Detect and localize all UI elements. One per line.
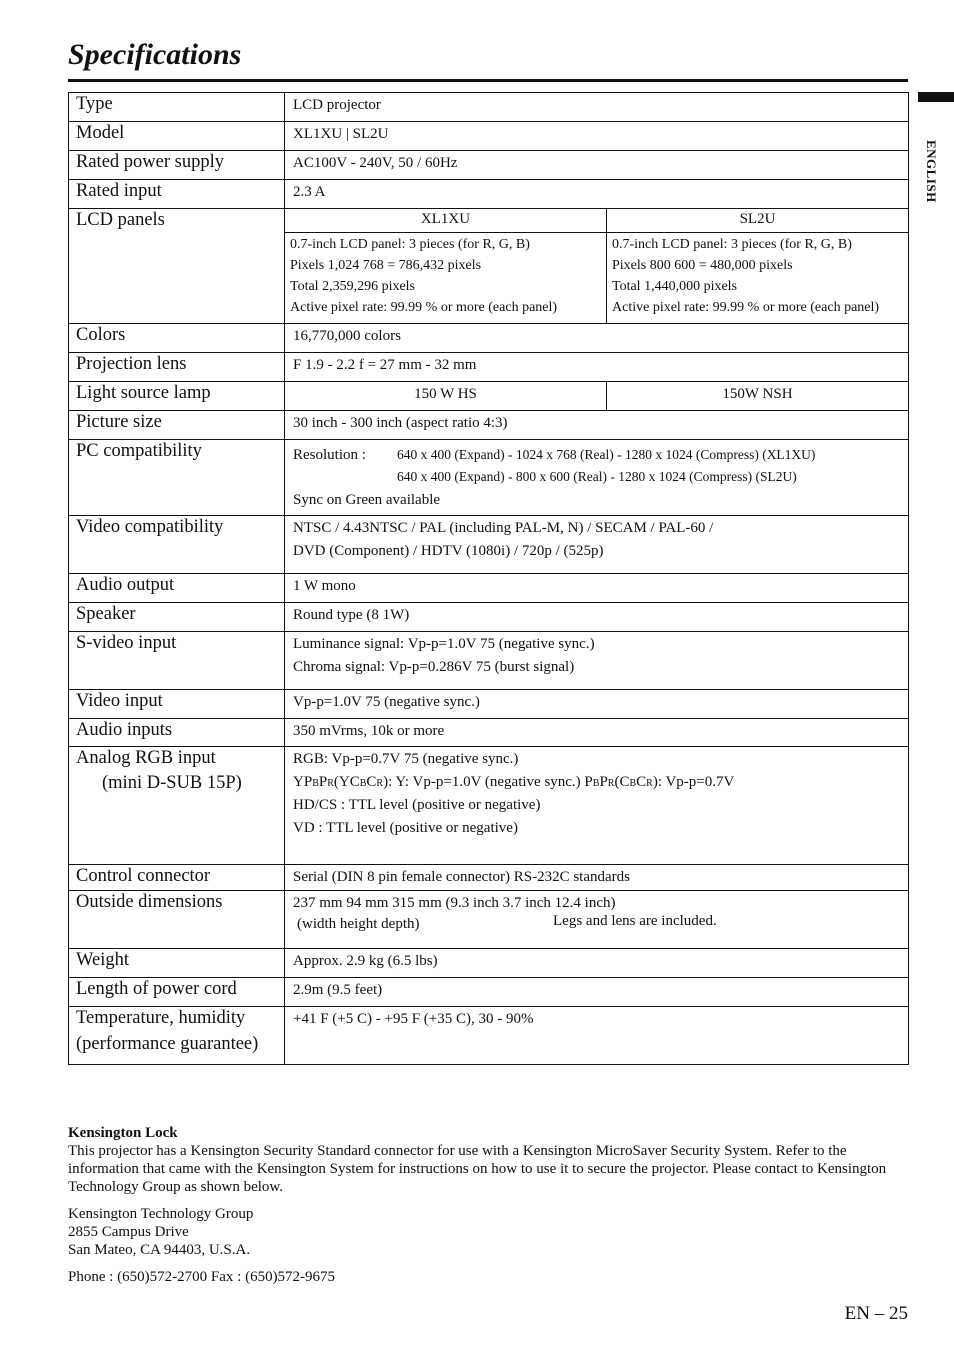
spec-label: Type <box>69 93 285 122</box>
page-title: Specifications <box>68 38 242 71</box>
lcd-line: Active pixel rate: 99.99 % or more (each panel) <box>612 300 880 315</box>
spec-row-lamp <box>69 382 909 411</box>
dims-line: 237 mm 94 mm 315 mm (9.3 inch 3.7 inch 12.4 inch) <box>293 895 616 911</box>
spec-value <box>285 440 909 516</box>
spec-row-temp <box>69 1007 909 1065</box>
resolution-xl1xu: 640 x 400 (Expand) - 1024 x 768 (Real) - 1280 x 1024 (Compress) (XL1XU) <box>397 447 816 462</box>
spec-value: Approx. 2.9 kg (6.5 lbs) <box>285 949 909 978</box>
spec-row-type <box>69 93 909 122</box>
temp-label: Temperature, humidity <box>76 1008 246 1028</box>
rgb-line: RGB: Vp-p=0.7V 75 (negative sync.) <box>293 751 519 767</box>
spec-row-model <box>69 122 909 151</box>
spec-value: XL1XU | SL2U <box>285 122 909 151</box>
spec-label: LCD panels <box>69 209 285 324</box>
spec-row-audio-in <box>69 719 909 747</box>
lamp-xl1xu: 150 W HS <box>285 382 607 411</box>
spec-value: Round type (8 1W) <box>285 603 909 632</box>
spec-value: F 1.9 - 2.2 f = 27 mm - 32 mm <box>285 353 909 382</box>
video-compat-line: DVD (Component) / HDTV (1080i) / 720p / (525p) <box>293 543 604 559</box>
spec-row-lcd <box>69 209 909 233</box>
lcd-col-sl2u: SL2U <box>607 209 909 233</box>
lcd-sl2u-detail <box>607 233 909 324</box>
spec-label: Length of power cord <box>69 978 285 1007</box>
spec-row-colors <box>69 324 909 353</box>
spec-label: Control connector <box>69 865 285 891</box>
spec-label <box>69 747 285 865</box>
spec-row-speaker <box>69 603 909 632</box>
spec-row-video-compat <box>69 516 909 574</box>
rgb-line: HD/CS : TTL level (positive or negative) <box>293 797 541 813</box>
address-line: 2855 Campus Drive <box>68 1224 189 1240</box>
spec-value <box>285 891 909 949</box>
video-compat-line: NTSC / 4.43NTSC / PAL (including PAL-M, N) / SECAM / PAL-60 / <box>293 520 714 536</box>
spec-value <box>285 516 909 574</box>
resolution-label: Resolution : <box>293 447 366 463</box>
spec-row-lens <box>69 353 909 382</box>
page-number: EN – 25 <box>844 1303 908 1324</box>
rgb-label: Analog RGB input <box>76 748 216 768</box>
spec-value <box>285 747 909 865</box>
kensington-heading: Kensington Lock <box>68 1125 178 1141</box>
spec-row-pc <box>69 440 909 516</box>
address-line: San Mateo, CA 94403, U.S.A. <box>68 1242 251 1258</box>
spec-label: PC compatibility <box>69 440 285 516</box>
spec-label: Speaker <box>69 603 285 632</box>
lcd-line: Total 2,359,296 pixels <box>290 279 416 294</box>
resolution-sl2u: 640 x 400 (Expand) - 800 x 600 (Real) - 1280 x 1024 (Compress) (SL2U) <box>397 469 797 484</box>
address-line: Kensington Technology Group <box>68 1206 254 1222</box>
rgb-component-line: YPBPR(YCBCR): Y: Vp-p=1.0V (negative sync.) PBPR(CBCR): Vp-p=0.7V <box>293 774 735 790</box>
svideo-line: Luminance signal: Vp-p=1.0V 75 (negative sync.) <box>293 636 595 652</box>
spec-label: Light source lamp <box>69 382 285 411</box>
lcd-line: Total 1,440,000 pixels <box>612 279 738 294</box>
lcd-col-xl1xu: XL1XU <box>285 209 607 233</box>
spec-value: +41 F (+5 C) - +95 F (+35 C), 30 - 90% <box>285 1007 909 1065</box>
spec-value: 350 mVrms, 10k or more <box>285 719 909 747</box>
spec-value: 2.9m (9.5 feet) <box>285 978 909 1007</box>
spec-value <box>285 632 909 690</box>
sync-note: Sync on Green available <box>293 492 441 508</box>
spec-row-power <box>69 151 909 180</box>
spec-label: Colors <box>69 324 285 353</box>
lcd-line: 0.7-inch LCD panel: 3 pieces (for R, G, B) <box>290 237 530 252</box>
spec-value: 16,770,000 colors <box>285 324 909 353</box>
spec-label: S-video input <box>69 632 285 690</box>
spec-label: Model <box>69 122 285 151</box>
rgb-line: VD : TTL level (positive or negative) <box>293 820 518 836</box>
spec-label: Video input <box>69 690 285 719</box>
contact-line: Phone : (650)572-2700 Fax : (650)572-9675 <box>68 1269 336 1285</box>
spec-label: Weight <box>69 949 285 978</box>
rgb-label-sub: (mini D-SUB 15P) <box>102 773 242 793</box>
spec-row-svideo <box>69 632 909 690</box>
spec-value: 30 inch - 300 inch (aspect ratio 4:3) <box>285 411 909 440</box>
spec-row-dims <box>69 891 909 949</box>
spec-label: Audio inputs <box>69 719 285 747</box>
svideo-line: Chroma signal: Vp-p=0.286V 75 (burst signal) <box>293 659 575 675</box>
dims-axes: (width height depth) <box>297 916 420 932</box>
spec-row-video-in <box>69 690 909 719</box>
dims-note: Legs and lens are included. <box>553 913 717 929</box>
language-label: ENGLISH <box>924 140 939 203</box>
lcd-line: 0.7-inch LCD panel: 3 pieces (for R, G, B) <box>612 237 852 252</box>
spec-value: 1 W mono <box>285 574 909 603</box>
spec-value: Serial (DIN 8 pin female connector) RS-232C standards <box>285 865 909 891</box>
lcd-line: Pixels 1,024 768 = 786,432 pixels <box>290 258 482 273</box>
spec-label: Outside dimensions <box>69 891 285 949</box>
lcd-xl1xu-detail <box>285 233 607 324</box>
spec-label: Rated input <box>69 180 285 209</box>
temp-label-sub: (performance guarantee) <box>76 1034 259 1054</box>
language-tab-bar <box>918 92 954 102</box>
spec-label: Projection lens <box>69 353 285 382</box>
spec-label: Audio output <box>69 574 285 603</box>
kensington-section <box>68 1124 898 1286</box>
spec-row-rgb <box>69 747 909 865</box>
spec-value: AC100V - 240V, 50 / 60Hz <box>285 151 909 180</box>
spec-row-cord <box>69 978 909 1007</box>
lcd-line: Pixels 800 600 = 480,000 pixels <box>612 258 793 273</box>
spec-label: Picture size <box>69 411 285 440</box>
spec-value: Vp-p=1.0V 75 (negative sync.) <box>285 690 909 719</box>
spec-row-control <box>69 865 909 891</box>
spec-label: Rated power supply <box>69 151 285 180</box>
spec-label: Video compatibility <box>69 516 285 574</box>
spec-label <box>69 1007 285 1065</box>
title-rule <box>68 79 908 82</box>
spec-row-picture <box>69 411 909 440</box>
spec-table <box>68 92 909 1065</box>
kensington-paragraph: This projector has a Kensington Security Standard connector for use with a Kensington MicroSaver Security System. Refer to the information that came with the Kensington System for instructions on how to use it to secure the projector. Please contact to Kensington Technology Group as shown below. <box>68 1143 887 1195</box>
lcd-line: Active pixel rate: 99.99 % or more (each panel) <box>290 300 558 315</box>
spec-row-input <box>69 180 909 209</box>
spec-row-weight <box>69 949 909 978</box>
spec-value: 2.3 A <box>285 180 909 209</box>
lamp-sl2u: 150W NSH <box>607 382 909 411</box>
spec-row-audio-out <box>69 574 909 603</box>
spec-value: LCD projector <box>285 93 909 122</box>
